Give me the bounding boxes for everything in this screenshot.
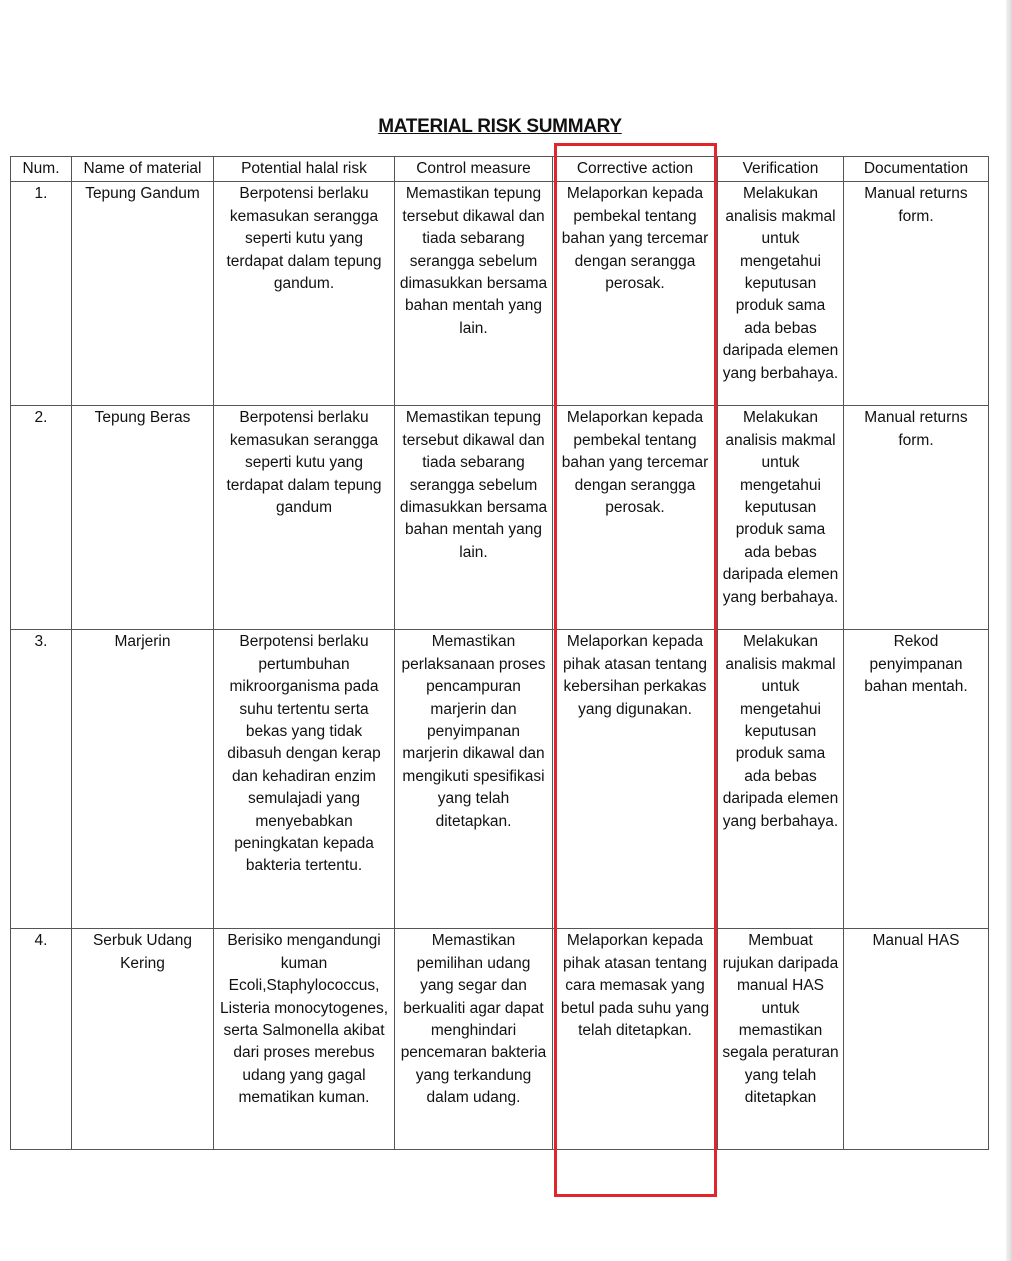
- cell-documentation: Manual HAS: [844, 929, 989, 1150]
- header-num: Num.: [11, 157, 72, 182]
- cell-verification: Melakukan analisis makmal untuk mengetahui keputusan produk sama ada bebas daripada elemen yang berbahaya.: [718, 630, 844, 929]
- header-verification: Verification: [718, 157, 844, 182]
- header-control-measure: Control measure: [395, 157, 553, 182]
- cell-material-name: Tepung Beras: [72, 406, 214, 630]
- cell-corrective-action: Melaporkan kepada pihak atasan tentang cara memasak yang betul pada suhu yang telah ditetapkan.: [553, 929, 718, 1150]
- cell-documentation: Manual returns form.: [844, 182, 989, 406]
- cell-halal-risk: Berpotensi berlaku kemasukan serangga seperti kutu yang terdapat dalam tepung gandum.: [214, 182, 395, 406]
- cell-control-measure: Memastikan tepung tersebut dikawal dan tiada sebarang serangga sebelum dimasukkan bersama bahan mentah yang lain.: [395, 182, 553, 406]
- cell-control-measure: Memastikan perlaksanaan proses pencampuran marjerin dan penyimpanan marjerin dikawal dan mengikuti spesifikasi yang telah ditetapkan.: [395, 630, 553, 929]
- header-documentation: Documentation: [844, 157, 989, 182]
- page-edge-shadow: [1006, 0, 1012, 1261]
- cell-documentation: Manual returns form.: [844, 406, 989, 630]
- material-risk-table: [10, 156, 989, 1150]
- table-row: [11, 406, 989, 630]
- cell-corrective-action: Melaporkan kepada pembekal tentang bahan yang tercemar dengan serangga perosak.: [553, 182, 718, 406]
- cell-num: 1.: [11, 182, 72, 406]
- cell-verification: Membuat rujukan daripada manual HAS untuk memastikan segala peraturan yang telah ditetapkan: [718, 929, 844, 1150]
- table-row: [11, 630, 989, 929]
- table-row: [11, 929, 989, 1150]
- cell-material-name: Tepung Gandum: [72, 182, 214, 406]
- cell-corrective-action: Melaporkan kepada pihak atasan tentang kebersihan perkakas yang digunakan.: [553, 630, 718, 929]
- table-row: [11, 182, 989, 406]
- cell-halal-risk: Berpotensi berlaku kemasukan serangga seperti kutu yang terdapat dalam tepung gandum: [214, 406, 395, 630]
- cell-material-name: Serbuk Udang Kering: [72, 929, 214, 1150]
- cell-num: 3.: [11, 630, 72, 929]
- cell-verification: Melakukan analisis makmal untuk mengetahui keputusan produk sama ada bebas daripada elemen yang berbahaya.: [718, 406, 844, 630]
- cell-num: 2.: [11, 406, 72, 630]
- cell-control-measure: Memastikan tepung tersebut dikawal dan tiada sebarang serangga sebelum dimasukkan bersama bahan mentah yang lain.: [395, 406, 553, 630]
- document-title: MATERIAL RISK SUMMARY: [378, 116, 622, 137]
- cell-num: 4.: [11, 929, 72, 1150]
- table-header-row: [11, 157, 989, 182]
- cell-control-measure: Memastikan pemilihan udang yang segar dan berkualiti agar dapat menghindari pencemaran bakteria yang terkandung dalam udang.: [395, 929, 553, 1150]
- cell-halal-risk: Berpotensi berlaku pertumbuhan mikroorganisma pada suhu tertentu serta bekas yang tidak dibasuh dengan kerap dan kehadiran enzim semulajadi yang menyebabkan peningkatan kepada bakteria tertentu.: [214, 630, 395, 929]
- cell-halal-risk: Berisiko mengandungi kuman Ecoli,Staphylococcus, Listeria monocytogenes, serta Salmonella akibat dari proses merebus udang yang gagal mematikan kuman.: [214, 929, 395, 1150]
- header-potential-halal-risk: Potential halal risk: [214, 157, 395, 182]
- header-corrective-action: Corrective action: [553, 157, 718, 182]
- header-name-of-material: Name of material: [72, 157, 214, 182]
- cell-documentation: Rekod penyimpanan bahan mentah.: [844, 630, 989, 929]
- cell-corrective-action: Melaporkan kepada pembekal tentang bahan yang tercemar dengan serangga perosak.: [553, 406, 718, 630]
- cell-verification: Melakukan analisis makmal untuk mengetahui keputusan produk sama ada bebas daripada elemen yang berbahaya.: [718, 182, 844, 406]
- cell-material-name: Marjerin: [72, 630, 214, 929]
